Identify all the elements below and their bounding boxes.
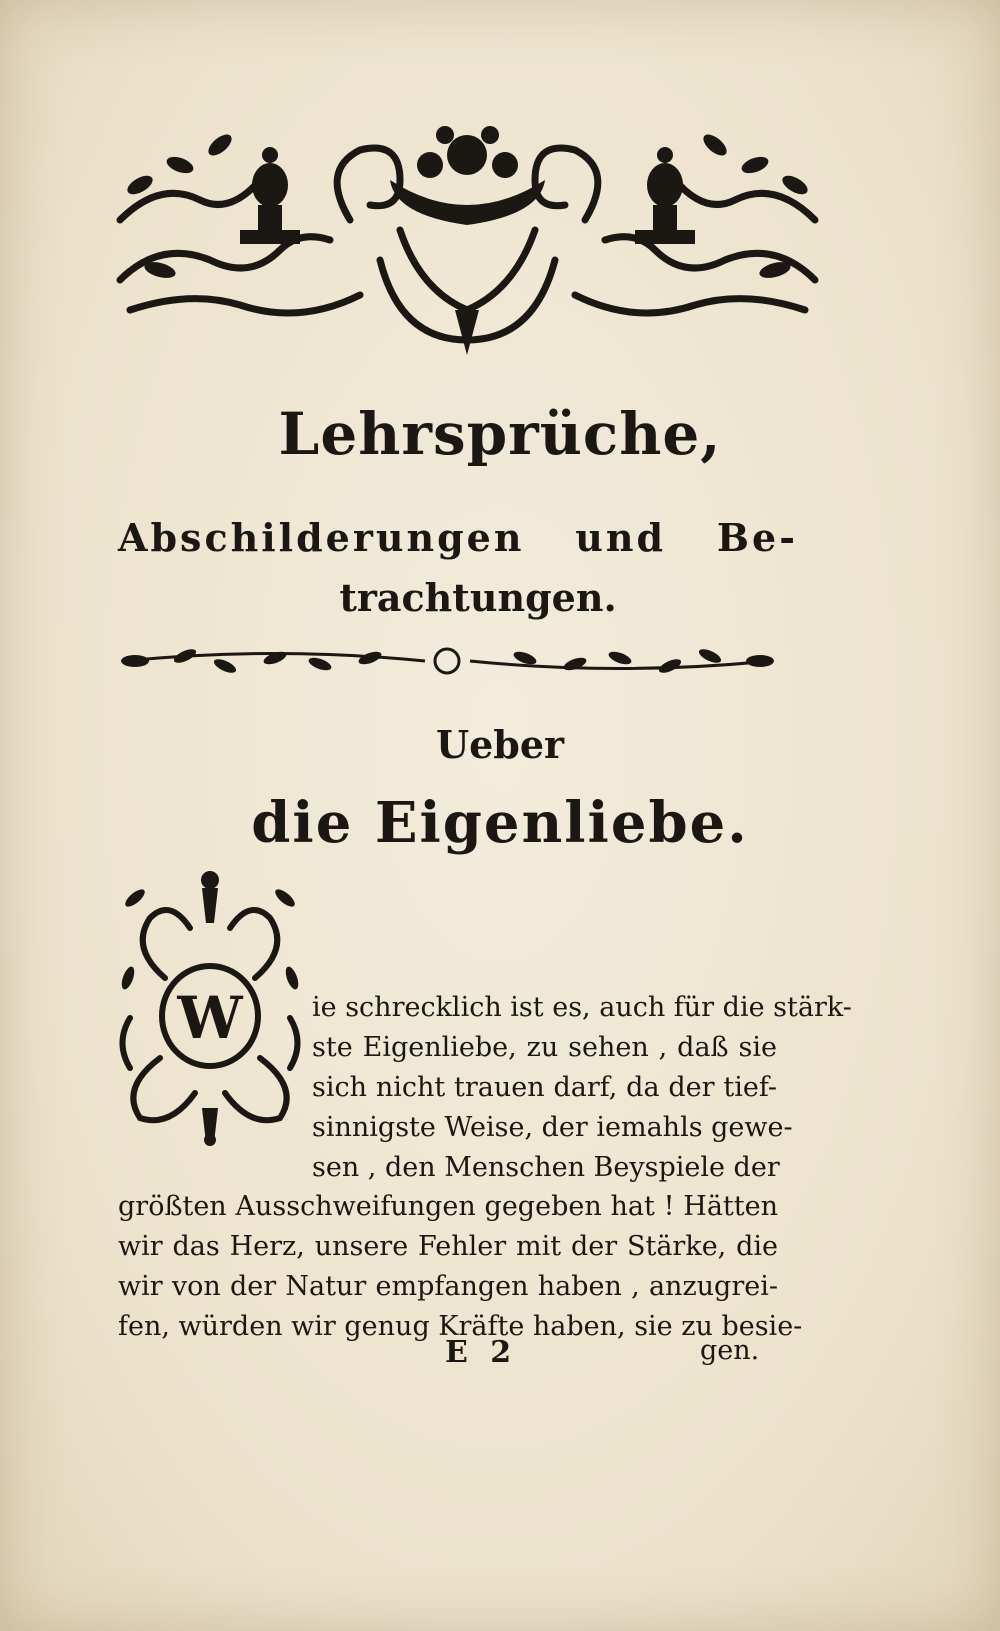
subtitle-line-1: Abschilderungen und Be- <box>118 515 798 560</box>
text-line: ie schrecklich ist es, auch für die stärk- <box>312 992 852 1023</box>
headpiece-ornament <box>100 110 835 360</box>
text-line: ste Eigenliebe, zu sehen , daß sie <box>312 1032 777 1063</box>
subtitle-line-2: trachtungen. <box>339 575 617 620</box>
catchword: gen. <box>700 1335 760 1366</box>
ornamental-divider <box>115 636 780 686</box>
drop-cap-initial: W <box>177 984 243 1052</box>
text-line: sich nicht trauen darf, da der tief- <box>312 1072 777 1103</box>
paragraph-indented-lines <box>312 988 852 1188</box>
text-line: fen, würden wir genug Kräfte haben, sie zu besie- <box>118 1311 803 1342</box>
text-line: sen , den Menschen Beyspiele der <box>312 1152 780 1183</box>
text-line: sinnigste Weise, der iemahls gewe- <box>312 1112 793 1143</box>
text-line: wir das Herz, unsere Fehler mit der Stärke, die <box>118 1231 778 1262</box>
section-prefix: Ueber <box>435 722 565 767</box>
page-title: Lehrsprüche, <box>278 400 722 468</box>
subtitle <box>118 508 798 628</box>
text-line: wir von der Natur empfangen haben , anzugrei- <box>118 1271 778 1302</box>
signature-mark: E 2 <box>445 1335 518 1370</box>
text-line: größten Ausschweifungen gegeben hat ! Hätten <box>118 1191 778 1222</box>
paragraph-full-lines <box>118 1187 803 1347</box>
section-title: die Eigenliebe. <box>251 790 749 856</box>
